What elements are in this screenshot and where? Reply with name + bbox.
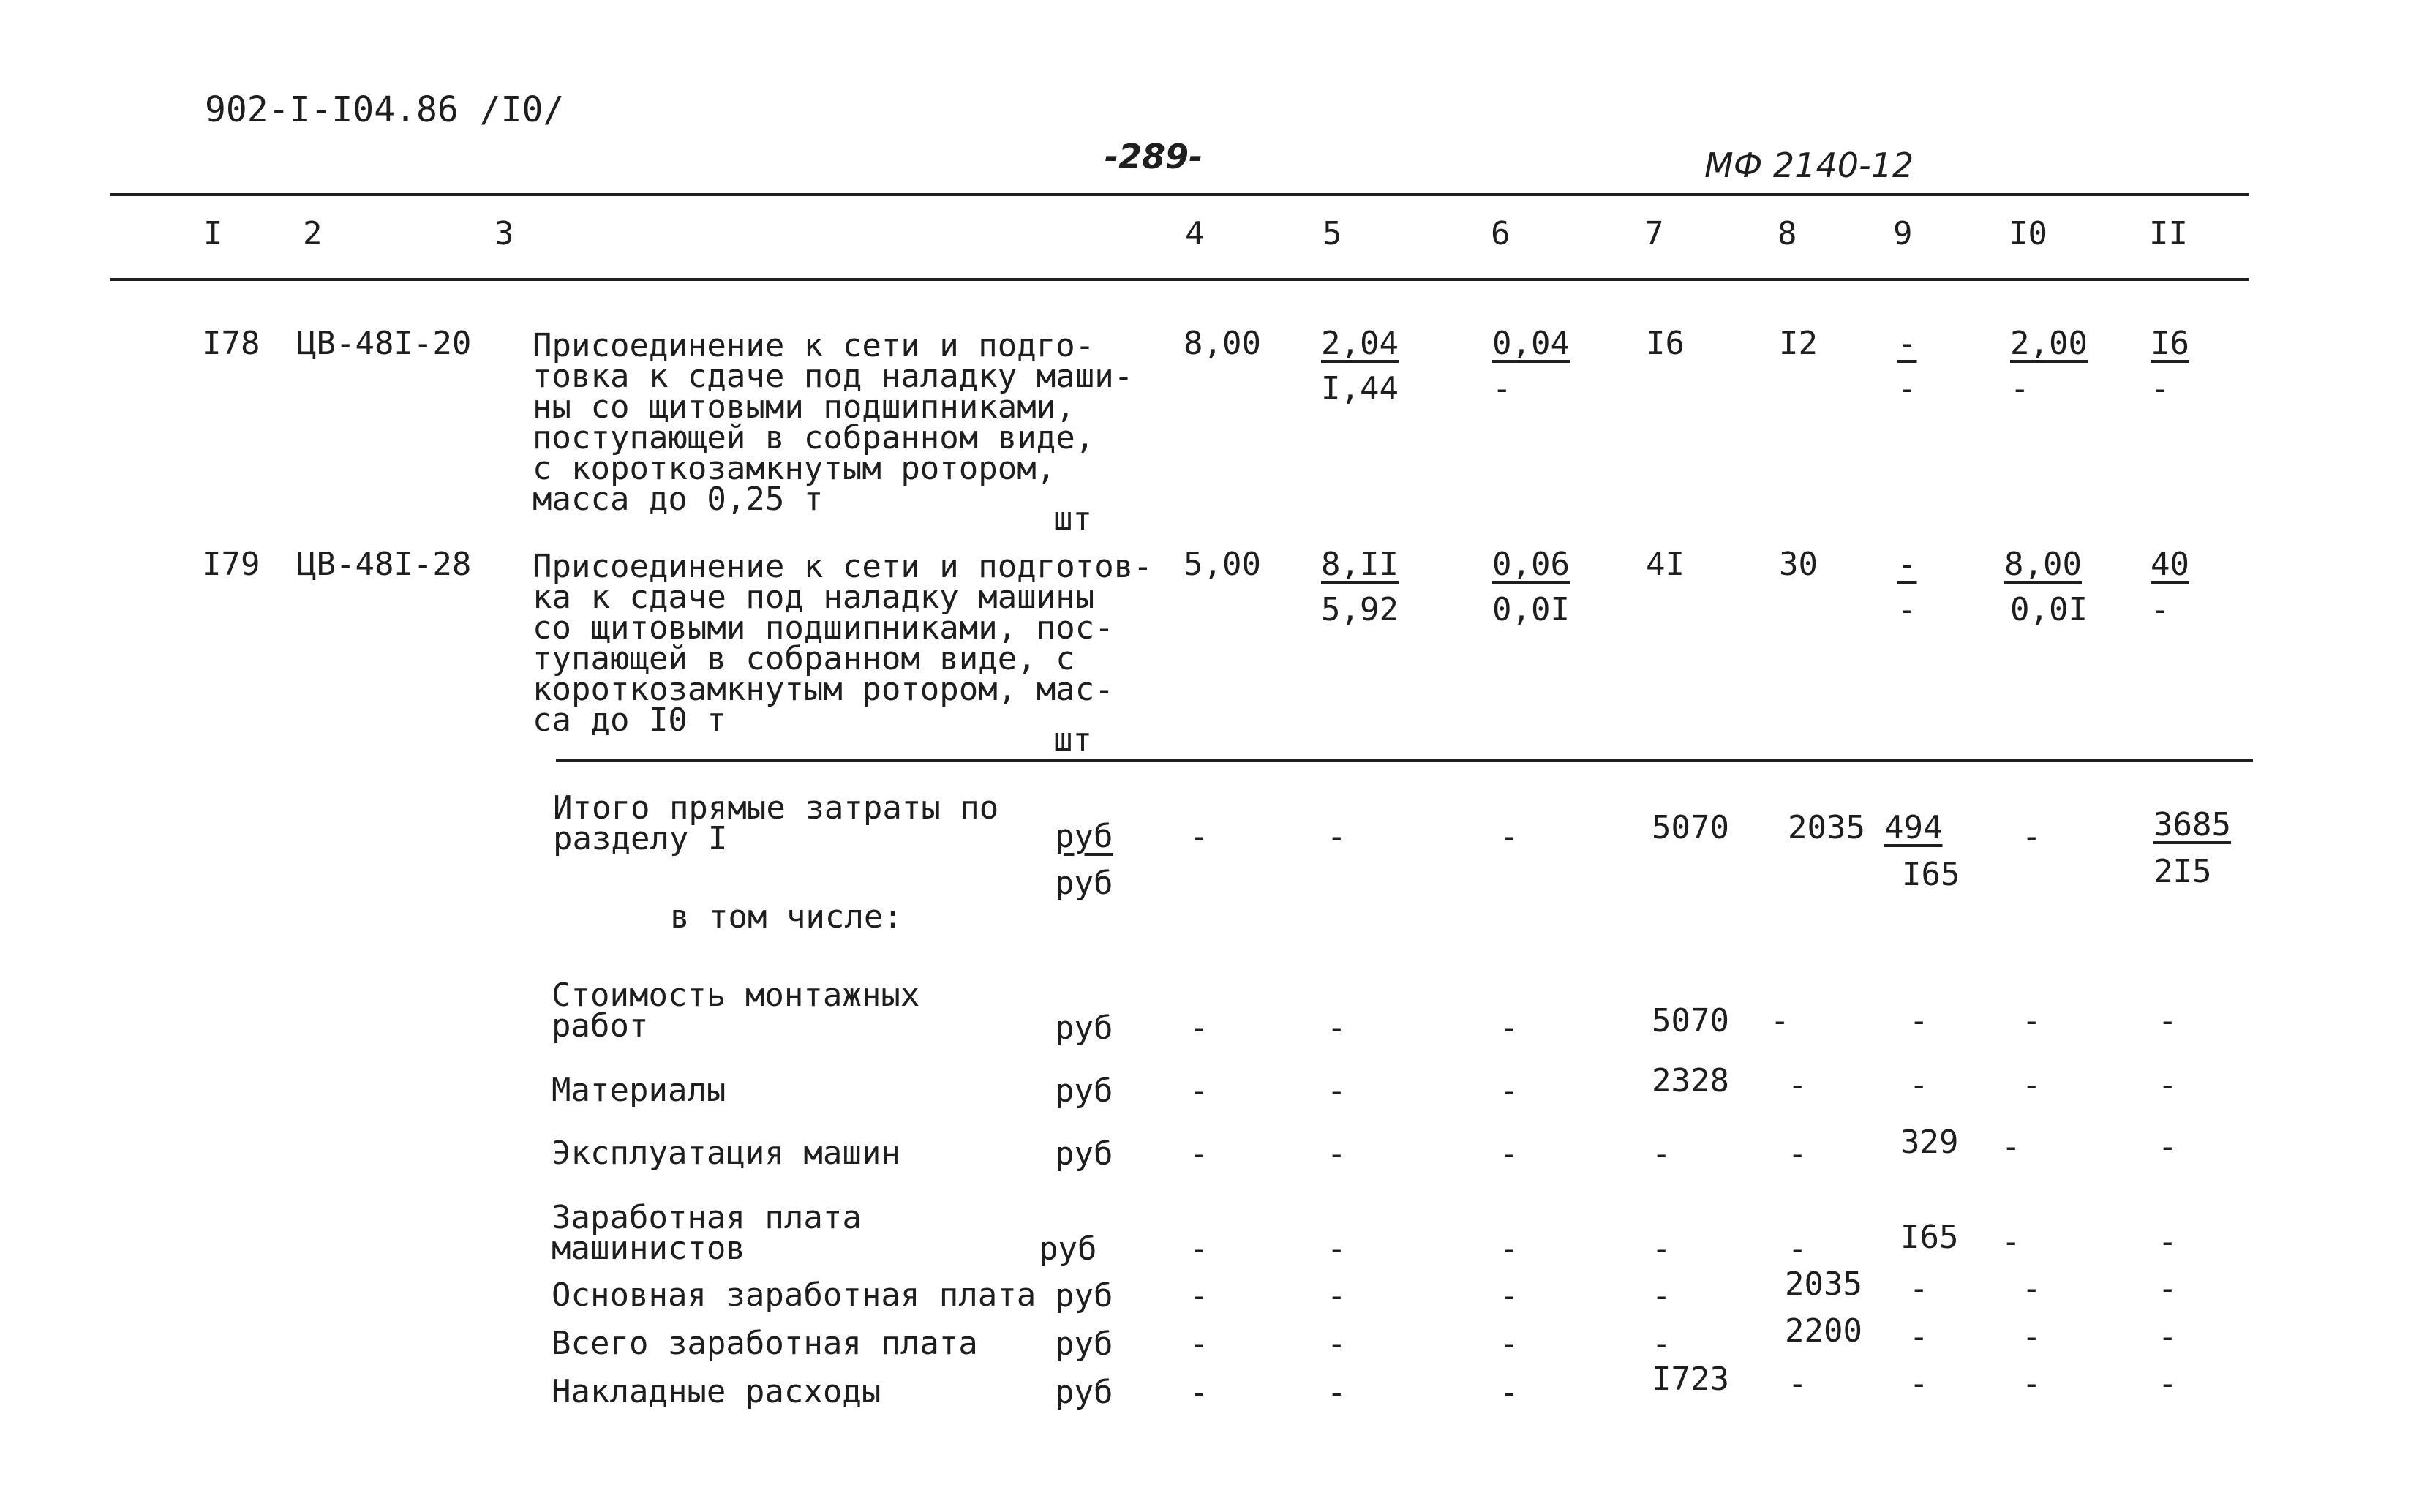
total-col10: - <box>2022 818 2042 855</box>
row-col10-bottom: 0,0I <box>2010 591 2088 628</box>
breakdown-col10: - <box>2022 1270 2042 1307</box>
breakdown-col8: - <box>1788 1135 1807 1173</box>
column-header-7: 7 <box>1644 215 1664 252</box>
breakdown-unit: руб <box>1055 1135 1113 1173</box>
breakdown-col10: - <box>2001 1223 2021 1260</box>
breakdown-col4: - <box>1189 1009 1209 1047</box>
total-col6: - <box>1500 818 1519 855</box>
breakdown-col10: - <box>2022 1365 2042 1402</box>
breakdown-col7: - <box>1652 1230 1671 1268</box>
breakdown-col5: - <box>1327 1374 1347 1411</box>
breakdown-col7: 2328 <box>1652 1062 1729 1099</box>
row-col10-bottom: - <box>2010 370 2030 407</box>
total-unit-top: руб <box>1055 818 1113 855</box>
row-col6-top: 0,06 <box>1492 546 1570 583</box>
handwritten-stamp: МФ 2140-12 <box>1704 146 1914 185</box>
column-header-2: 2 <box>303 215 323 252</box>
row-col9-top: - <box>1897 325 1917 362</box>
breakdown-col9: I65 <box>1900 1219 1959 1256</box>
column-header-3: 3 <box>494 215 514 252</box>
breakdown-unit: руб <box>1055 1325 1113 1363</box>
total-col5: - <box>1327 818 1347 855</box>
breakdown-col7: I723 <box>1652 1361 1729 1398</box>
breakdown-col6: - <box>1500 1325 1519 1363</box>
breakdown-col4: - <box>1189 1072 1209 1110</box>
total-col9-top: 494 <box>1884 809 1943 846</box>
breakdown-unit: руб <box>1055 1009 1113 1047</box>
breakdown-label: Заработная плата машинистов <box>552 1199 862 1267</box>
breakdown-col8: 2035 <box>1785 1265 1862 1303</box>
row-col10-top: 2,00 <box>2010 325 2088 362</box>
breakdown-col6: - <box>1500 1277 1519 1314</box>
breakdown-col6: - <box>1500 1230 1519 1268</box>
total-col8: 2035 <box>1788 809 1865 846</box>
row-col9-top: - <box>1897 546 1917 583</box>
row-number: I79 <box>202 546 260 583</box>
column-header-4: 4 <box>1185 215 1205 252</box>
breakdown-col4: - <box>1189 1230 1209 1268</box>
breakdown-col6: - <box>1500 1072 1519 1110</box>
breakdown-col9: - <box>1909 1318 1929 1355</box>
row-description: Присоединение к сети и подго- товка к сдаче под наладку маши- ны со щитовыми подшипниками, поступающей в собранном виде, с короткозамкнутым ротором, масса до 0,25 т <box>533 327 1134 518</box>
breakdown-col7: 5070 <box>1652 1002 1729 1039</box>
breakdown-col4: - <box>1189 1277 1209 1314</box>
breakdown-label: Стоимость монтажных работ <box>552 977 920 1045</box>
column-header-5: 5 <box>1323 215 1342 252</box>
breakdown-col8: - <box>1788 1230 1807 1268</box>
breakdown-col10: - <box>2022 1318 2042 1355</box>
row-col7: I6 <box>1646 325 1685 362</box>
breakdown-col11: - <box>2158 1223 2178 1260</box>
breakdown-col7: - <box>1652 1135 1671 1173</box>
breakdown-label: Материалы <box>552 1072 726 1109</box>
breakdown-col4: - <box>1189 1374 1209 1411</box>
total-unit-bottom: руб <box>1055 865 1113 902</box>
column-header-8: 8 <box>1777 215 1797 252</box>
row-col8: 30 <box>1779 546 1818 583</box>
breakdown-col11: - <box>2158 1270 2178 1307</box>
breakdown-col6: - <box>1500 1374 1519 1411</box>
breakdown-col7: - <box>1652 1325 1671 1363</box>
breakdown-unit: руб <box>1055 1277 1113 1314</box>
row-description: Присоединение к сети и подготов- ка к сдаче под наладку машины со щитовыми подшипниками, пос- тупающей в собранном виде, с короткозамкнутым ротором, мас- са до I0 т <box>533 548 1153 739</box>
breakdown-label: Всего заработная плата <box>552 1325 978 1362</box>
breakdown-col9: - <box>1909 1067 1929 1104</box>
row-col9-bottom: - <box>1897 591 1917 628</box>
column-header-1: I <box>203 215 223 252</box>
row-col6-bottom: 0,0I <box>1492 591 1570 628</box>
total-col7: 5070 <box>1652 809 1729 846</box>
breakdown-col9: - <box>1909 1365 1929 1402</box>
breakdown-col5: - <box>1327 1325 1347 1363</box>
row-col5-top: 2,04 <box>1321 325 1399 362</box>
header-bottom-rule <box>110 278 2249 281</box>
row-col11-top: 40 <box>2151 546 2189 583</box>
breakdown-col10: - <box>2022 1067 2042 1104</box>
row-col7: 4I <box>1646 546 1685 583</box>
breakdown-col11: - <box>2158 1067 2178 1104</box>
breakdown-col9: 329 <box>1900 1124 1959 1161</box>
document-code: 902-I-I04.86 /I0/ <box>205 89 565 130</box>
breakdown-col11: - <box>2158 1128 2178 1165</box>
row-col10-top: 8,00 <box>2004 546 2082 583</box>
column-header-9: 9 <box>1893 215 1913 252</box>
breakdown-unit: руб <box>1055 1374 1113 1411</box>
row-code: ЦВ-48I-20 <box>297 325 472 362</box>
breakdown-col6: - <box>1500 1009 1519 1047</box>
total-col11-top: 3685 <box>2153 806 2231 843</box>
breakdown-col5: - <box>1327 1135 1347 1173</box>
row-unit: шт <box>1053 500 1092 538</box>
breakdown-col11: - <box>2158 1365 2178 1402</box>
breakdown-unit: руб <box>1039 1230 1097 1268</box>
row-col5-bottom: I,44 <box>1321 370 1399 407</box>
row-col6-bottom: - <box>1492 370 1512 407</box>
row-col11-bottom: - <box>2151 370 2170 407</box>
breakdown-col9: - <box>1909 1270 1929 1307</box>
row-col5-top: 8,II <box>1321 546 1399 583</box>
including-label: в том числе: <box>670 898 903 936</box>
breakdown-col5: - <box>1327 1072 1347 1110</box>
total-label: Итого прямые затраты по разделу I <box>553 789 999 857</box>
total-col11-bottom: 2I5 <box>2153 853 2212 890</box>
breakdown-label: Эксплуатация машин <box>552 1135 900 1172</box>
row-code: ЦВ-48I-28 <box>297 546 472 583</box>
column-header-11: II <box>2149 215 2188 252</box>
breakdown-col11: - <box>2158 1002 2178 1039</box>
row-col9-bottom: - <box>1897 370 1917 407</box>
header-top-rule <box>110 193 2249 196</box>
total-col4: - <box>1189 818 1209 855</box>
breakdown-label: Накладные расходы <box>552 1373 881 1410</box>
breakdown-col5: - <box>1327 1277 1347 1314</box>
row-col6-top: 0,04 <box>1492 325 1570 362</box>
page-number: -289- <box>1105 137 1203 176</box>
breakdown-col11: - <box>2158 1318 2178 1355</box>
breakdown-col8: - <box>1788 1365 1807 1402</box>
breakdown-col8: 2200 <box>1785 1312 1862 1350</box>
row-col11-top: I6 <box>2151 325 2189 362</box>
breakdown-col6: - <box>1500 1135 1519 1173</box>
breakdown-col10: - <box>2001 1128 2021 1165</box>
row-col5-bottom: 5,92 <box>1321 591 1399 628</box>
row-col4: 8,00 <box>1184 325 1261 362</box>
breakdown-label: Основная заработная плата <box>552 1276 1037 1314</box>
row-unit: шт <box>1053 721 1092 759</box>
breakdown-col8: - <box>1788 1067 1807 1104</box>
row-col8: I2 <box>1779 325 1818 362</box>
breakdown-col4: - <box>1189 1325 1209 1363</box>
breakdown-col8: - <box>1770 1002 1790 1039</box>
breakdown-col9: - <box>1909 1002 1929 1039</box>
column-header-6: 6 <box>1491 215 1511 252</box>
breakdown-unit: руб <box>1055 1072 1113 1110</box>
column-header-10: I0 <box>2009 215 2047 252</box>
section-total-rule <box>556 759 2253 762</box>
row-number: I78 <box>202 325 260 362</box>
breakdown-col5: - <box>1327 1009 1347 1047</box>
breakdown-col4: - <box>1189 1135 1209 1173</box>
breakdown-col7: - <box>1652 1277 1671 1314</box>
breakdown-col10: - <box>2022 1002 2042 1039</box>
row-col4: 5,00 <box>1184 546 1261 583</box>
breakdown-col5: - <box>1327 1230 1347 1268</box>
row-col11-bottom: - <box>2151 591 2170 628</box>
total-col9-bottom: I65 <box>1902 856 1960 893</box>
